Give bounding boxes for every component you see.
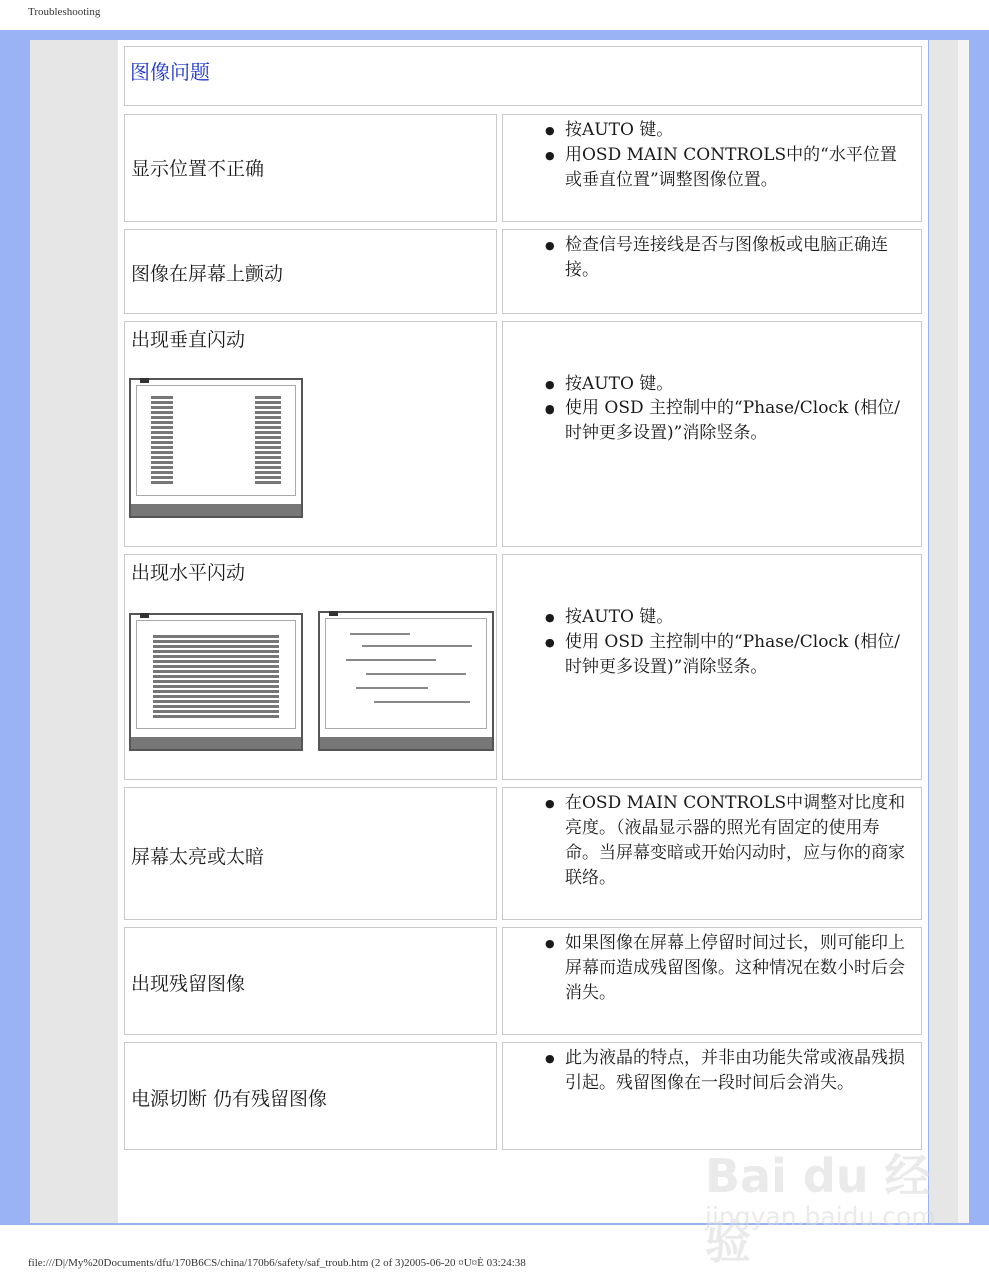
page-header: Troubleshooting (28, 6, 101, 18)
section-title: 图像问题 (130, 60, 210, 84)
solution-list (503, 118, 908, 193)
vertical-flicker-image (129, 378, 303, 518)
problem-label: 出现残留图像 (131, 973, 246, 995)
list-item: ● 用OSD MAIN CONTROLS中的“水平位置或垂直位置”调整图像位置。 (503, 143, 908, 193)
problem-cell (124, 787, 497, 920)
problem-cell (124, 1042, 497, 1150)
content-area (118, 40, 928, 1223)
solution-list (503, 605, 908, 680)
list-item: ● 检查信号连接线是否与图像板或电脑正确连接。 (503, 233, 908, 283)
horizontal-flicker-image-1 (129, 613, 303, 751)
watermark-brand: Bai du 经验 (705, 1149, 931, 1269)
solution-cell (502, 554, 922, 780)
problem-cell (124, 554, 497, 780)
problem-cell (124, 321, 497, 547)
list-item: ● 使用 OSD 主控制中的“Phase/Clock (相位/时钟更多设置)”消除竖条。 (503, 630, 908, 680)
list-item: ● 按AUTO 键。 (503, 605, 908, 630)
problem-label: 出现垂直闪动 (131, 329, 246, 351)
problem-label: 显示位置不正确 (131, 158, 265, 180)
solution-list (503, 1046, 908, 1096)
list-item: ● 按AUTO 键。 (503, 372, 908, 397)
list-item: ● 按AUTO 键。 (503, 118, 908, 143)
problem-label: 图像在屏幕上颤动 (131, 263, 284, 285)
problem-cell (124, 927, 497, 1035)
left-margin (30, 40, 118, 1223)
page-footer: file:///D|/My%20Documents/dfu/170B6CS/china/170b6/safety/saf_troub.htm (2 of 3)2005-06-20 ¤U¤È 03:24:38 (28, 1257, 526, 1269)
solution-cell (502, 114, 922, 222)
problem-label: 电源切断 仍有残留图像 (131, 1088, 328, 1110)
right-edge (958, 40, 969, 1223)
section-title-cell (124, 46, 922, 106)
horizontal-flicker-image-2 (318, 611, 494, 751)
solution-cell (502, 787, 922, 920)
watermark (705, 1140, 965, 1269)
solution-list (503, 372, 908, 446)
list-item: ● 此为液晶的特点，并非由功能失常或液晶残损引起。残留图像在一段时间后会消失。 (503, 1046, 908, 1096)
solution-cell (502, 1042, 922, 1150)
list-item: ● 如果图像在屏幕上停留时间过长，则可能印上屏幕而造成残留图像。这种情况在数小时后会消失。 (503, 931, 908, 1006)
solution-cell (502, 927, 922, 1035)
problem-cell (124, 229, 497, 314)
watermark-url: jingyan.baidu.com (705, 1202, 936, 1231)
solution-list (503, 791, 908, 891)
problem-cell (124, 114, 497, 222)
list-item: ● 在OSD MAIN CONTROLS中调整对比度和亮度。（液晶显示器的照光有固定的使用寿命。当屏幕变暗或开始闪动时，应与你的商家联络。 (503, 791, 908, 891)
list-item: ● 使用 OSD 主控制中的“Phase/Clock (相位/时钟更多设置)”消除竖条。 (503, 396, 908, 446)
solution-cell (502, 229, 922, 314)
solution-cell (502, 321, 922, 547)
solution-list (503, 931, 908, 1006)
problem-label: 出现水平闪动 (131, 562, 246, 584)
problem-label: 屏幕太亮或太暗 (131, 846, 265, 868)
solution-list (503, 233, 908, 283)
